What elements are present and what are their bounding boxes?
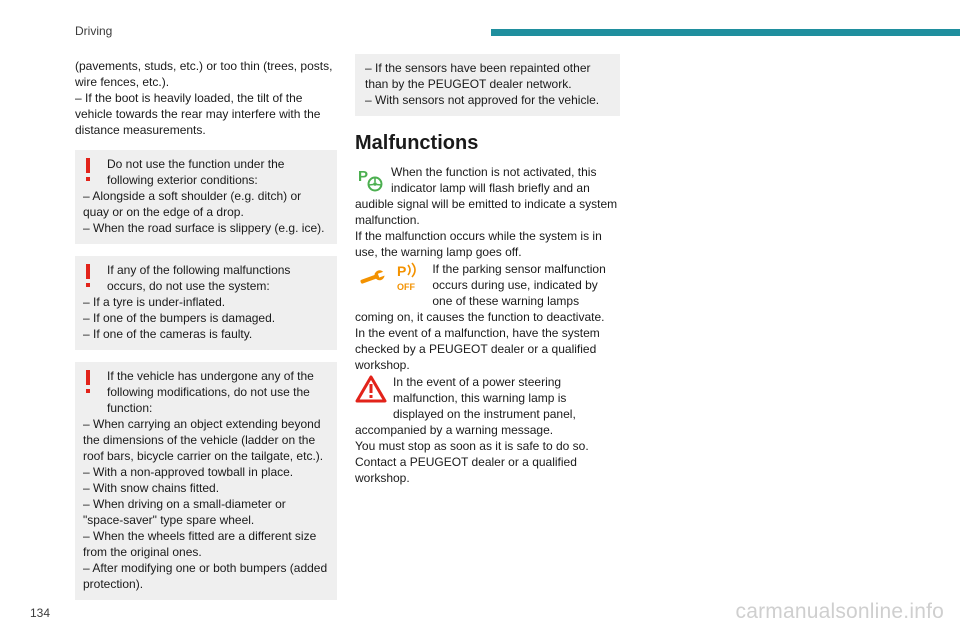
page-number: 134 [30, 606, 51, 620]
svg-text:OFF: OFF [397, 282, 416, 292]
note-item: – If a tyre is under-inflated. [83, 295, 226, 309]
intro-text: – If the boot is heavily loaded, the tilt of the vehicle towards the rear may interfere with the distance measurements. [75, 91, 321, 137]
malfunction-block [355, 164, 620, 228]
body-text: In the event of a power steering malfunction, this warning lamp is displayed on the instrument panel, accompanied by a warning message. [355, 375, 576, 437]
svg-text:P: P [397, 263, 407, 279]
note-item: – When driving on a small-diameter or "space-saver" type spare wheel. [83, 497, 286, 527]
body-text: In the event of a malfunction, have the system checked by a PEUGEOT dealer or a qualified workshop. [355, 326, 600, 372]
left-column [75, 58, 337, 600]
body-text: If the malfunction occurs while the system is in use, the warning lamp goes off. [355, 229, 602, 259]
note-item: – When the road surface is slippery (e.g. ice). [83, 221, 325, 235]
park-assist-indicator-icon [355, 164, 385, 194]
svg-text:P: P [358, 168, 369, 185]
right-column [355, 54, 620, 486]
caution-note [75, 362, 337, 600]
note-item: – If one of the cameras is faulty. [83, 327, 253, 341]
note-item: – When the wheels fitted are a different size from the original ones. [83, 529, 317, 559]
header-accent-bar [491, 29, 960, 36]
malfunction-block [355, 261, 620, 325]
note-lead: Do not use the function under the following exterior conditions: [107, 157, 285, 187]
body-text: You must stop as soon as it is safe to do so. [355, 439, 589, 453]
body-text: When the function is not activated, this indicator lamp will flash briefly and an audible signal will be emitted to indicate a system malfunction. [355, 165, 618, 227]
section-heading: Malfunctions [355, 132, 479, 154]
caution-note [75, 256, 337, 350]
note-item: – Alongside a soft shoulder (e.g. ditch) or quay or on the edge of a drop. [83, 189, 302, 219]
parking-sensor-off-icon [394, 261, 426, 293]
malfunction-block [355, 374, 620, 438]
watermark: carmanualsonline.info [735, 600, 944, 623]
warning-triangle-icon [355, 374, 387, 404]
exclamation-icon [84, 264, 92, 288]
body-text: Contact a PEUGEOT dealer or a qualified workshop. [355, 455, 577, 485]
continued-note [355, 54, 620, 116]
caution-note [75, 150, 337, 244]
note-lead: If any of the following malfunctions occurs, do not use the system: [107, 263, 291, 293]
note-item: – When carrying an object extending beyond the dimensions of the vehicle (ladder on the roof bars, bicycle carrier on the tailgate, etc.). [83, 417, 324, 463]
note-item: – If one of the bumpers is damaged. [83, 311, 276, 325]
note-item: – With a non-approved towball in place. [83, 465, 294, 479]
header-section-title: Driving [75, 24, 113, 38]
body-text: If the parking sensor malfunction occurs during use, indicated by one of these warning lamps coming on, it causes the function to deactivate. [355, 262, 606, 324]
note-item: – With sensors not approved for the vehicle. [365, 93, 600, 107]
note-item: – With snow chains fitted. [83, 481, 220, 495]
note-item: – If the sensors have been repainted other than by the PEUGEOT dealer network. [365, 61, 591, 91]
exclamation-icon [84, 370, 92, 394]
service-wrench-icon [355, 263, 389, 293]
note-item: – After modifying one or both bumpers (added protection). [83, 561, 328, 591]
exclamation-icon [84, 158, 92, 182]
note-lead: If the vehicle has undergone any of the following modifications, do not use the function: [107, 369, 314, 415]
intro-text: (pavements, studs, etc.) or too thin (trees, posts, wire fences, etc.). [75, 59, 333, 89]
